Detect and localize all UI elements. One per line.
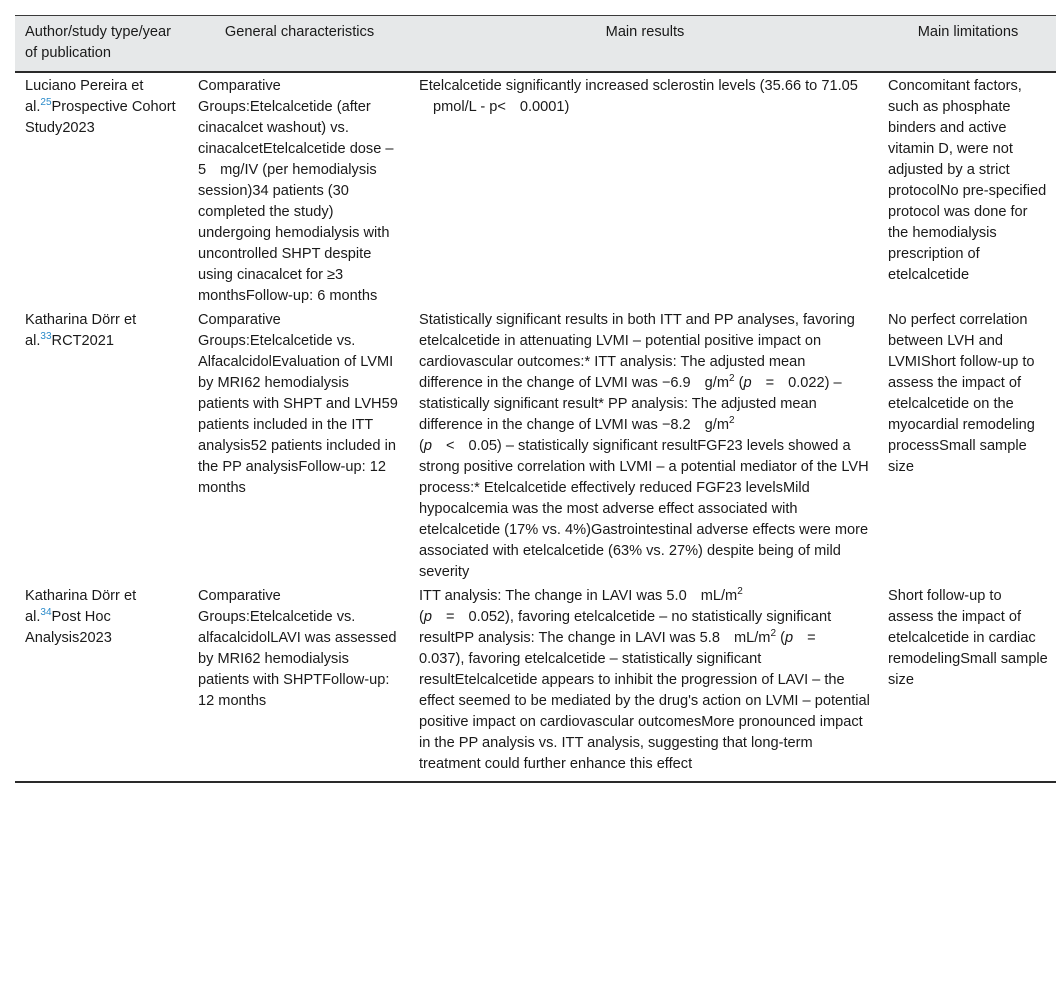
results-cell — [409, 72, 879, 307]
reference-link[interactable]: 33 — [40, 331, 52, 343]
header-results: Main results — [409, 16, 879, 73]
study-type: Post Hoc Analysis2023 — [25, 609, 112, 646]
author-name: Katharina Dörr et al. — [25, 588, 137, 625]
unit-text: mL/m — [700, 588, 738, 604]
results-text: ( — [776, 630, 785, 646]
characteristics-cell: Comparative Groups:Etelcalcetide vs. AlfacalcidolEvaluation of LVMI by MRI62 hemodialysis patients with SHPT and LVH59 patients included in the ITT analysis52 patients included in the PP analysisFollow-up: 12 months — [198, 312, 398, 496]
results-text: ( — [734, 375, 744, 391]
unit-text: g/m — [704, 375, 729, 391]
results-text: 0.022) – statistically significant result* PP analysis: The adjusted mean difference in the change of LVMI was −8.2 — [419, 375, 842, 433]
p-symbol: p — [784, 630, 794, 646]
results-text: pmol/L - p< — [433, 99, 506, 115]
characteristics-cell — [188, 72, 409, 307]
operator: < — [446, 438, 455, 454]
results-text: 0.037), favoring etelcalcetide – statistically significant resultEtelcalcetide appears to inhibit the progression of LAVI – the effect seemed to be mediated by the drug's action on LVMI – potential positive impact on cardiovascular outcomesMore pronounced impact in the PP analysis vs. ITT analysis, suggesting that long-term treatment could further enhance this effect — [419, 651, 870, 772]
author-cell — [15, 72, 188, 307]
results-text: 0.05) – statistically significant resultFGF23 levels showed a strong positive correlation with LVMI – a potential mediator of the LVH process:* Etelcalcetide effectively reduced FGF23 levelsMild hypocalcemia was the most adverse effect associated with etelcalcetide (17% vs. 4%)Gastrointestinal adverse effects were more associated with etelcalcetide (63% vs. 27%) despite being of mild severity — [419, 438, 869, 580]
operator: = — [765, 375, 775, 391]
study-type: Prospective Cohort Study2023 — [25, 99, 176, 136]
results-text: ITT analysis: The change in LAVI was 5.0 — [419, 588, 687, 604]
results-text: ( — [419, 609, 424, 625]
p-symbol: p — [423, 438, 432, 454]
header-limitations: Main limitations — [879, 16, 1056, 73]
table-row — [15, 583, 1056, 782]
p-symbol: p — [423, 609, 432, 625]
unit-text: mL/m — [733, 630, 771, 646]
table-row — [15, 307, 1056, 583]
p-symbol: p — [743, 375, 752, 391]
author-cell — [15, 583, 188, 782]
author-name: Luciano Pereira et al. — [25, 78, 144, 115]
results-text: 0.0001) — [519, 99, 570, 115]
results-text: Statistically significant results in both ITT and PP analyses, favoring etelcalcetide in attenuating LVMI – potential positive impact on cardiovascular outcomes:* ITT analysis: The adjusted mean difference in the change of LVMI was −6.9 — [419, 312, 855, 391]
author-name: Katharina Dörr et al. — [25, 312, 137, 349]
operator: = — [446, 609, 455, 625]
header-row — [15, 16, 1056, 73]
study-type: RCT2021 — [51, 333, 115, 349]
author-cell — [15, 307, 188, 583]
superscript: 2 — [728, 415, 735, 427]
characteristics-text: Comparative Groups:Etelcalcetide (after cinacalcet washout) vs. cinacalcetEtelcalcetide dose – 5 — [198, 78, 394, 178]
reference-link[interactable]: 34 — [40, 607, 52, 619]
study-table — [15, 15, 1056, 783]
results-text: 0.052), favoring etelcalcetide – no statistically significant resultPP analysis: The change in LAVI was 5.8 — [419, 609, 832, 646]
superscript: 2 — [737, 586, 743, 598]
limitations-cell: Short follow-up to assess the impact of etelcalcetide in cardiac remodelingSmall sample size — [879, 583, 1056, 782]
results-cell — [409, 307, 879, 583]
superscript: 2 — [770, 628, 777, 640]
table-row — [15, 72, 1056, 307]
limitations-cell: No perfect correlation between LVH and LVMIShort follow-up to assess the impact of etelcalcetide on the myocardial remodeling processSmall sample size — [888, 312, 1035, 475]
reference-link[interactable]: 25 — [40, 97, 52, 109]
unit-text: g/m — [704, 417, 729, 433]
characteristics-text: mg/IV (per hemodialysis session)34 patients (30 completed the study) undergoing hemodialysis with uncontrolled SHPT despite using cinacalcet for ≥3 monthsFollow-up: 6 months — [198, 162, 390, 304]
results-cell — [409, 583, 879, 782]
operator: = — [807, 630, 816, 646]
superscript: 2 — [728, 373, 735, 385]
header-author: Author/study type/year of publication — [15, 16, 188, 73]
results-text: Etelcalcetide significantly increased sclerostin levels (35.66 to 71.05 — [419, 78, 858, 94]
results-text: ( — [419, 438, 424, 454]
header-characteristics: General characteristics — [188, 16, 409, 73]
characteristics-cell: Comparative Groups:Etelcalcetide vs. alfacalcidolLAVI was assessed by MRI62 hemodialysis patients with SHPTFollow-up: 12 months — [188, 583, 409, 782]
limitations-cell: Concomitant factors, such as phosphate binders and active vitamin D, were not adjusted by a strict protocolNo pre-specified protocol was done for the hemodialysis prescription of etelcalcetide — [888, 78, 1047, 283]
